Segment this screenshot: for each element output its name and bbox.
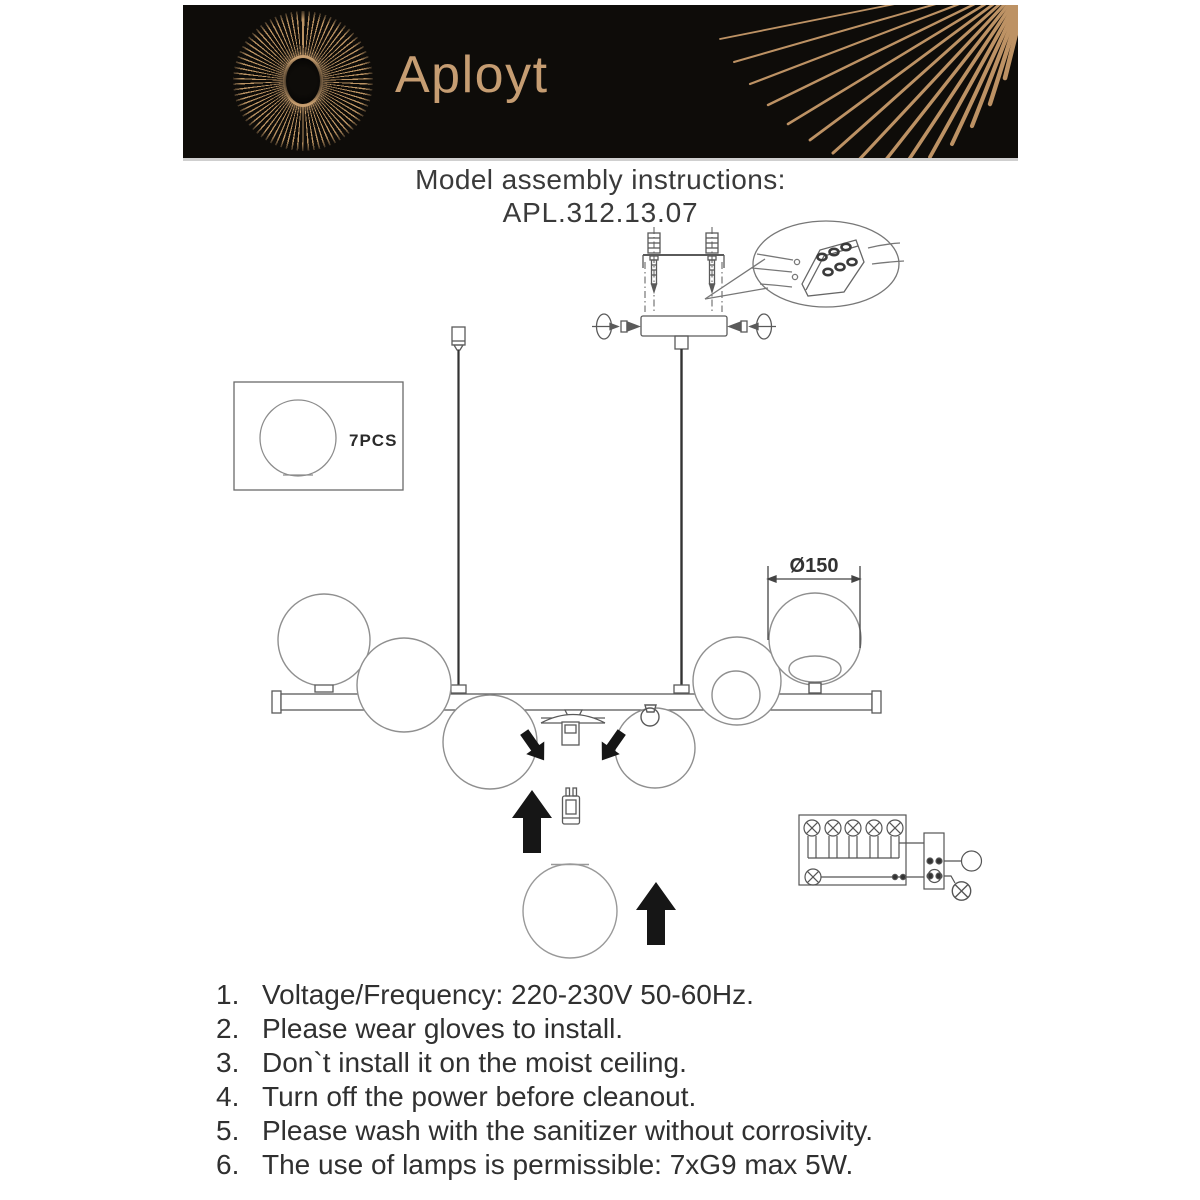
- instruction-number: 2.: [216, 1013, 240, 1044]
- instruction-number: 6.: [216, 1149, 240, 1180]
- lamp-symbol: [866, 820, 882, 836]
- glass-sphere-6: [769, 593, 861, 685]
- side-screw-right: [729, 314, 776, 339]
- install-arrow-up-icon: [636, 882, 676, 945]
- lamp-symbol: [845, 820, 861, 836]
- instruction-text: Please wear gloves to install.: [262, 1013, 624, 1044]
- suspension-rod-left: [451, 327, 466, 693]
- model-number: APL.312.13.07: [502, 197, 699, 228]
- sunburst-core: [283, 55, 323, 107]
- instruction-item: [216, 1083, 1006, 1111]
- fan-rays-icon: [718, 5, 1018, 158]
- dimension-label: Ø150: [789, 555, 839, 577]
- instructions-list: [216, 981, 1006, 1185]
- install-arrow-up-icon: [512, 790, 552, 853]
- glass-sphere-2: [357, 638, 451, 732]
- instruction-text: The use of lamps is permissible: 7xG9 max 5W.: [262, 1149, 854, 1180]
- instruction-number: 4.: [216, 1081, 240, 1112]
- sunburst-logo-icon: [233, 11, 373, 151]
- loose-sphere: [523, 864, 617, 958]
- instruction-text: Turn off the power before cleanout.: [262, 1081, 697, 1112]
- assembly-diagram: [180, 215, 1020, 975]
- glass-sphere-4: [615, 708, 695, 788]
- canopy-base: [641, 316, 727, 336]
- parts-count-label: 7PCS: [349, 431, 398, 450]
- instruction-item: [216, 1117, 1006, 1145]
- instruction-text: Voltage/Frequency: 220-230V 50-60Hz.: [262, 979, 754, 1010]
- instruction-item: [216, 981, 1006, 1009]
- lamp-symbol: [825, 820, 841, 836]
- instruction-item: [216, 1015, 1006, 1043]
- instruction-number: 1.: [216, 979, 240, 1010]
- glass-sphere-5: [693, 637, 781, 725]
- instruction-number: 3.: [216, 1047, 240, 1078]
- canopy-assembly: [592, 227, 776, 349]
- instruction-item: [216, 1151, 1006, 1179]
- lamp-symbol: [887, 820, 903, 836]
- brand-name: Aployt: [395, 46, 549, 104]
- instruction-text: Please wash with the sanitizer without corrosivity.: [262, 1115, 874, 1146]
- suspension-rod-main: [674, 349, 689, 693]
- instruction-number: 5.: [216, 1115, 240, 1146]
- page-title: Model assembly instructions:: [415, 164, 786, 195]
- g9-bulb-drawing: [563, 788, 580, 824]
- lamp-symbol: [805, 869, 821, 885]
- parts-sphere: [260, 400, 336, 476]
- socket-holder: [541, 710, 605, 745]
- glass-sphere-1: [278, 594, 370, 686]
- wiring-diagram: [799, 815, 982, 900]
- instruction-text: Don`t install it on the moist ceiling.: [262, 1047, 687, 1078]
- parts-box: [234, 382, 403, 490]
- instruction-item: [216, 1049, 1006, 1077]
- neutral-symbol: [962, 851, 982, 871]
- header-banner: [183, 5, 1018, 161]
- lamp-symbol: [804, 820, 820, 836]
- terminal-block-callout: [705, 221, 904, 307]
- glass-sphere-3: [443, 695, 537, 789]
- lamp-symbol: [952, 882, 970, 900]
- sphere-fitter: [315, 685, 333, 692]
- side-screw-left: [592, 314, 639, 339]
